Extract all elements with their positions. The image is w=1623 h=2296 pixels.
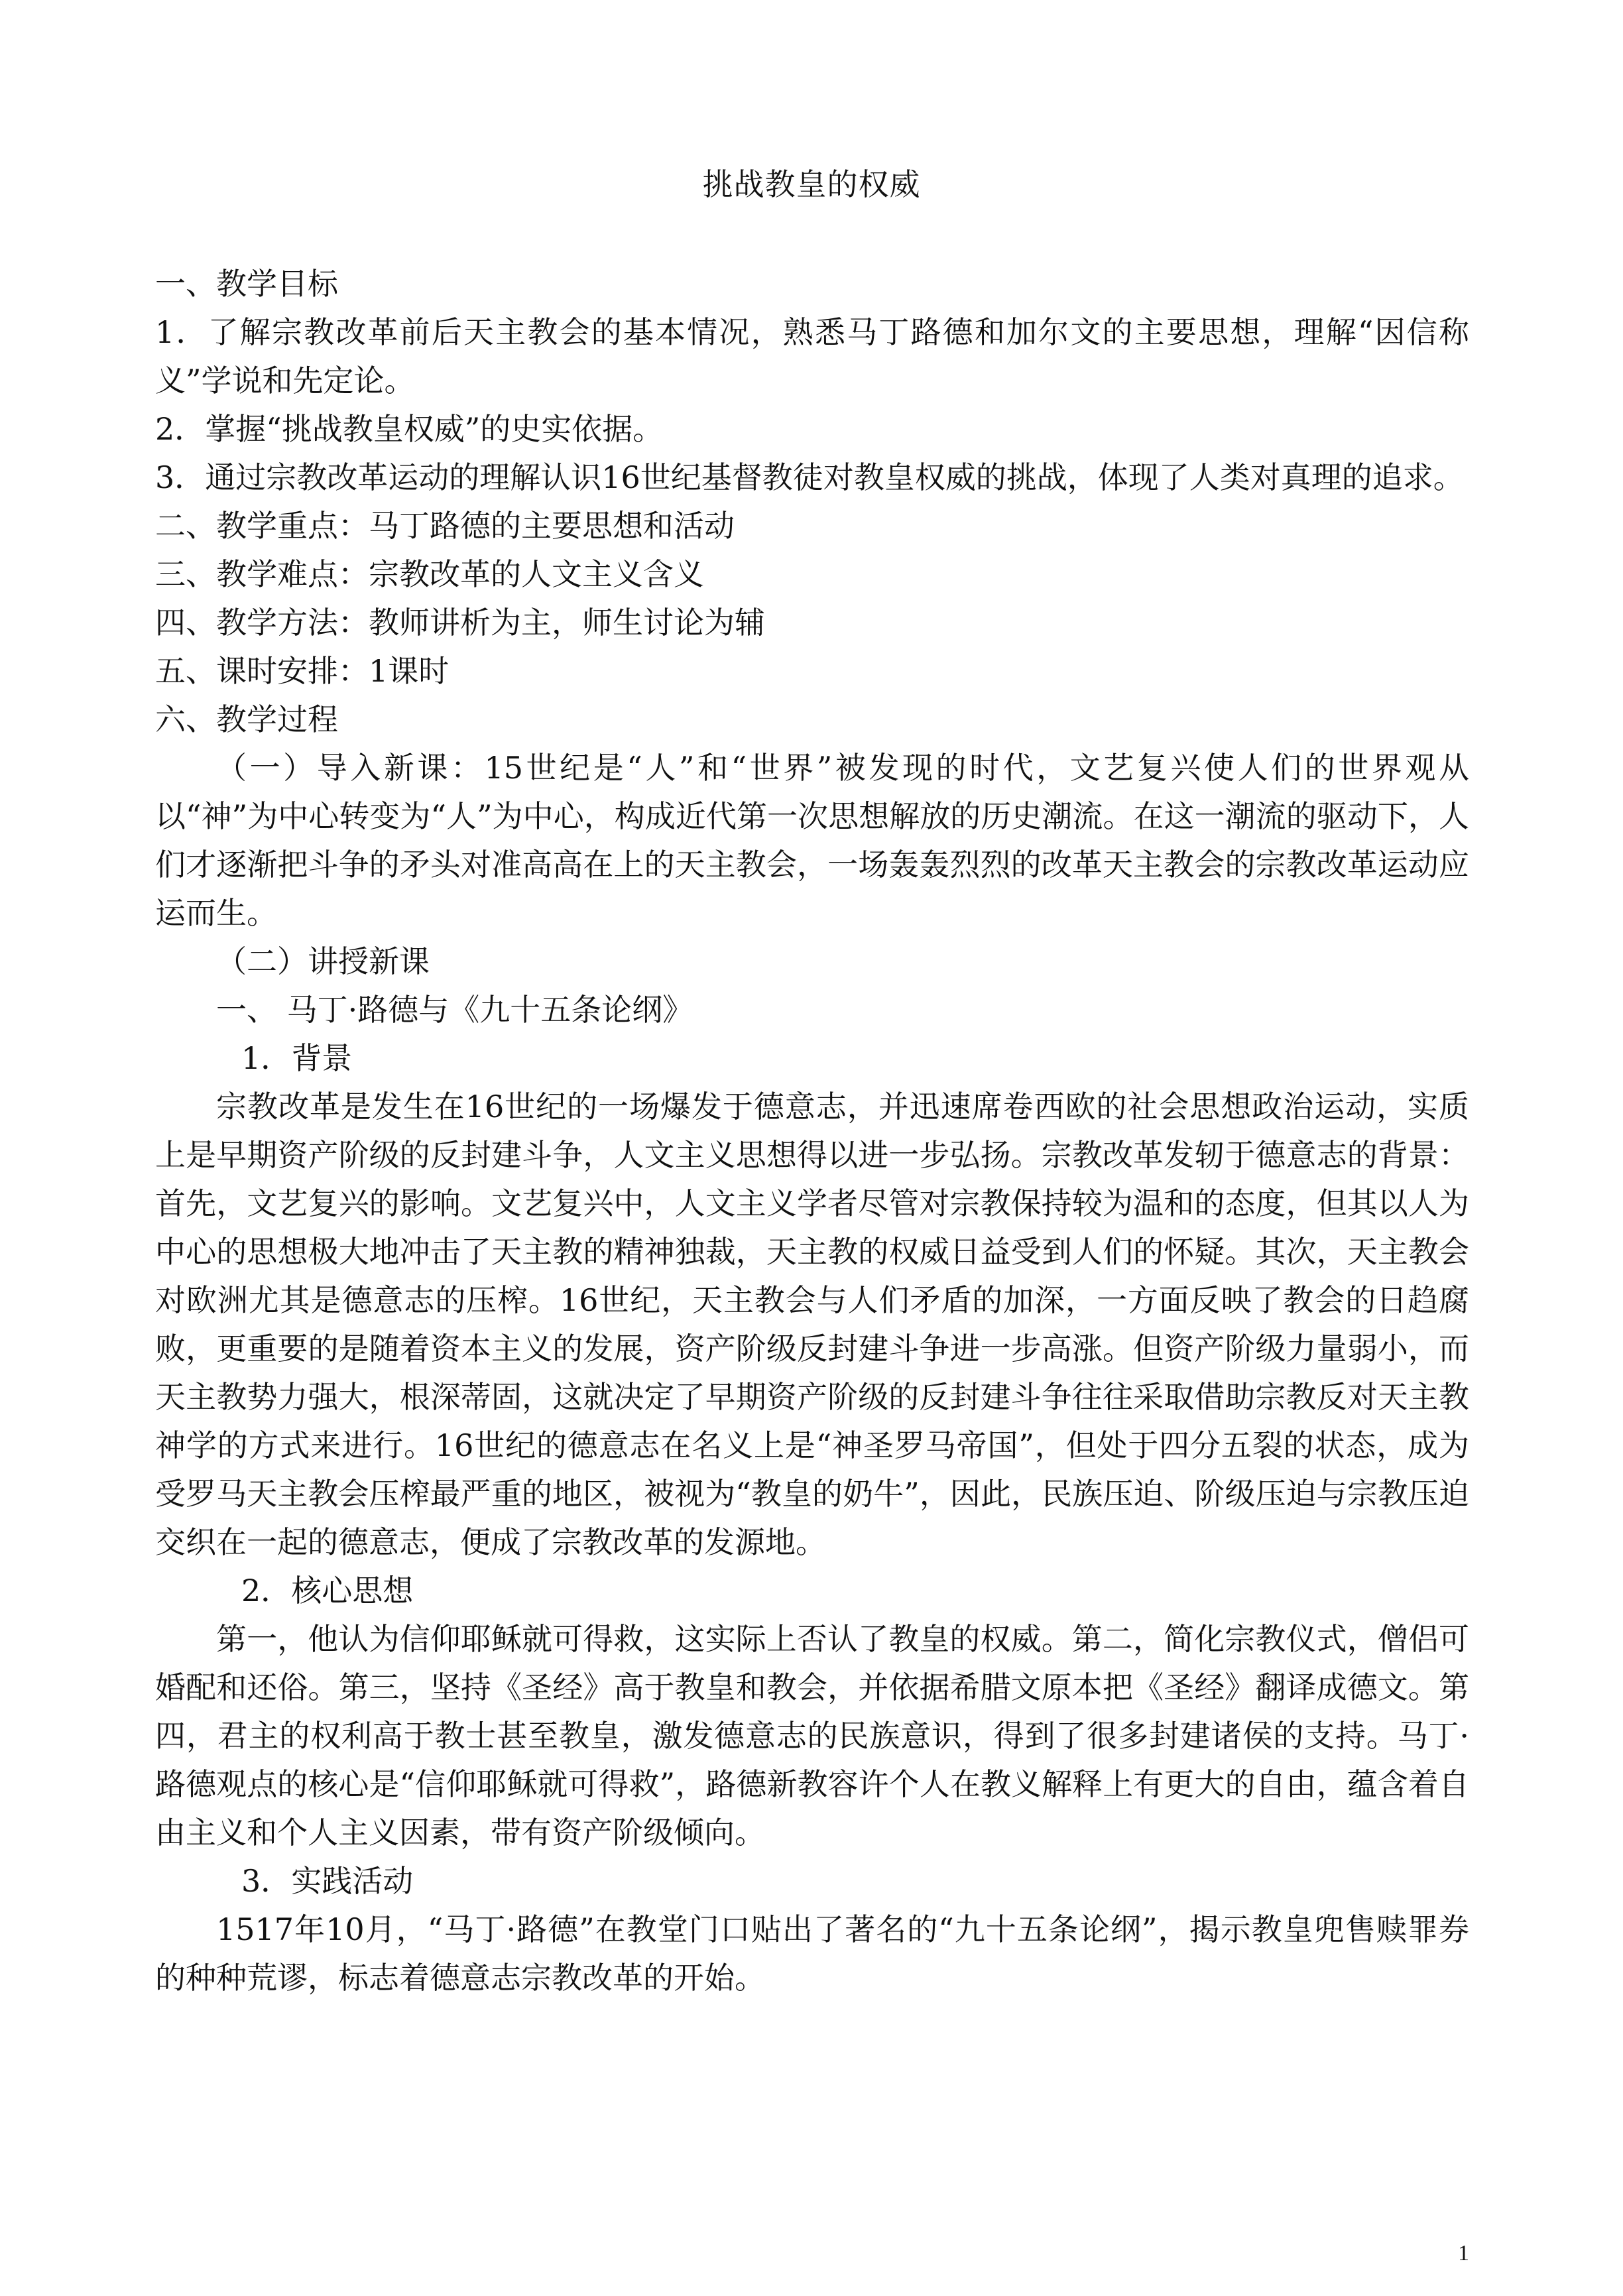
process-heading: 六、教学过程 xyxy=(155,701,338,737)
background-heading: 1．背景 xyxy=(241,1040,353,1076)
core-idea-heading: 2．核心思想 xyxy=(241,1573,414,1608)
practice-paragraph: 1517年10月，“马丁·路德”在教堂门口贴出了著名的“九十五条论纲”，揭示教皇兜售赎罪券的种种荒谬，标志着德意志宗教改革的开始。 xyxy=(155,1911,1469,1996)
class-schedule: 五、课时安排：1课时 xyxy=(155,653,450,689)
background-paragraph: 宗教改革是发生在16世纪的一场爆发于德意志，并迅速席卷西欧的社会思想政治运动，实质上是早期资产阶级的反封建斗争，人文主义思想得以进一步弘扬。宗教改革发轫于德意志的背景：首先，文艺复兴的影响。文艺复兴中，人文主义学者尽管对宗教保持较为温和的态度，但其以人为中心的思想极大地冲击了天主教的精神独裁，天主教的权威日益受到人们的怀疑。其次，天主教会对欧洲尤其是德意志的压榨。16世纪，天主教会与人们矛盾的加深，一方面反映了教会的日趋腐败，更重要的是随着资本主义的发展，资产阶级反封建斗争进一步高涨。但资产阶级力量弱小，而天主教势力强大，根深蒂固，这就决定了早期资产阶级的反封建斗争往往采取借助宗教反对天主教神学的方式来进行。16世纪的德意志在名义上是“神圣罗马帝国”，但处于四分五裂的状态，成为受罗马天主教会压榨最严重的地区，被视为“教皇的奶牛”，因此，民族压迫、阶级压迫与宗教压迫交织在一起的德意志，便成了宗教改革的发源地。 xyxy=(155,1089,1469,1560)
difficult-point: 三、教学难点：宗教改革的人文主义含义 xyxy=(155,556,704,592)
objectives-heading: 一、教学目标 xyxy=(155,266,338,302)
intro-paragraph: （一）导入新课：15世纪是“人”和“世界”被发现的时代，文艺复兴使人们的世界观从以“神”为中心转变为“人”为中心，构成近代第一次思想解放的历史潮流。在这一潮流的驱动下，人们才逐渐把斗争的矛头对准高高在上的天主教会，一场轰轰烈烈的改革天主教会的宗教改革运动应运而生。 xyxy=(155,750,1469,931)
objective-item-3: 3．通过宗教改革运动的理解认识16世纪基督教徒对教皇权威的挑战，体现了人类对真理的追求。 xyxy=(155,459,1464,495)
practice-heading: 3．实践活动 xyxy=(241,1863,414,1899)
part-one-heading: 一、 马丁·路德与《九十五条论纲》 xyxy=(216,992,693,1028)
core-idea-paragraph: 第一，他认为信仰耶稣就可得救，这实际上否认了教皇的权威。第二，简化宗教仪式，僧侣可婚配和还俗。第三，坚持《圣经》高于教皇和教会，并依据希腊文原本把《圣经》翻译成德文。第四，君主的权利高于教士甚至教皇，激发德意志的民族意识，得到了很多封建诸侯的支持。马丁·路德观点的核心是“信仰耶稣就可得救”，路德新教容许个人在教义解释上有更大的自由，蕴含着自由主义和个人主义因素，带有资产阶级倾向。 xyxy=(155,1621,1469,1850)
document-body xyxy=(155,260,1469,2002)
teaching-method: 四、教学方法：教师讲析为主，师生讨论为辅 xyxy=(155,605,765,640)
key-point: 二、教学重点：马丁路德的主要思想和活动 xyxy=(155,508,735,544)
objective-item-1: 1．了解宗教改革前后天主教会的基本情况，熟悉马丁路德和加尔文的主要思想，理解“因信称义”学说和先定论。 xyxy=(155,314,1469,398)
document-title: 挑战教皇的权威 xyxy=(702,166,921,202)
objective-item-2: 2．掌握“挑战教皇权威”的史实依据。 xyxy=(155,411,664,447)
page-number: 1 xyxy=(1458,2241,1469,2266)
new-lesson-heading: （二）讲授新课 xyxy=(216,943,430,979)
